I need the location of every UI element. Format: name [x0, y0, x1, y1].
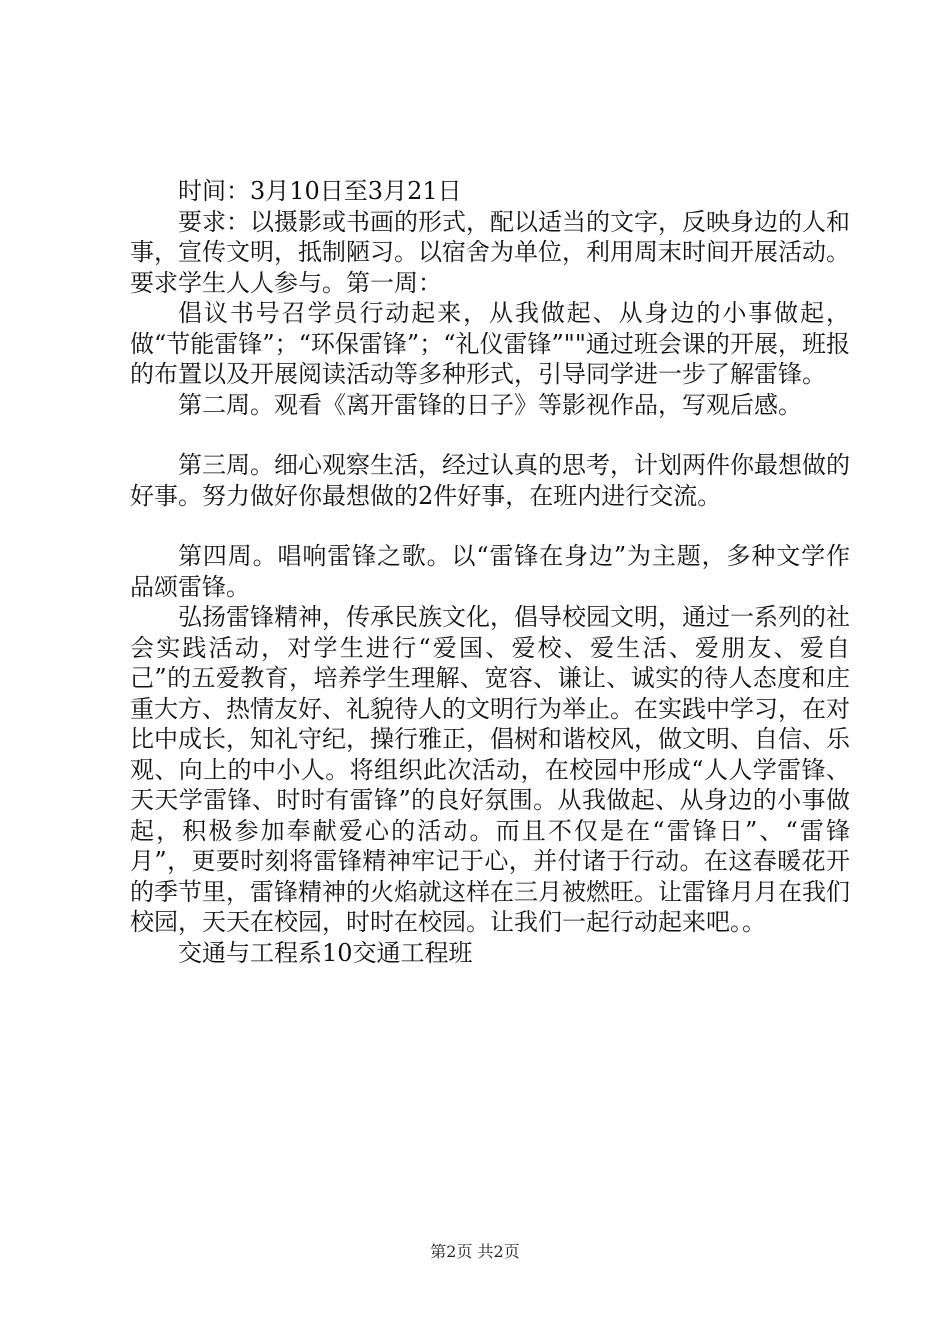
document-body	[130, 176, 850, 968]
paragraph-week-four: 第四周。唱响雷锋之歌。以“雷锋在身边”为主题，多种文学作品颂雷锋。	[130, 542, 850, 601]
paragraph-week-two: 第二周。观看《离开雷锋的日子》等影视作品，写观后感。	[178, 390, 802, 419]
page-number-footer: 第2页 共2页	[430, 1242, 520, 1261]
paragraph-spacer	[130, 511, 850, 541]
paragraph-summary: 弘扬雷锋精神，传承民族文化，倡导校园文明，通过一系列的社会实践活动，对学生进行“爱国、爱校、爱生活、爱朋友、爱自己”的五爱教育，培养学生理解、宽容、谦让、诚实的待人态度和庄重大方、热情友好、礼貌待人的文明行为举止。在实践中学习，在对比中成长，知礼守纪，操行雅正，倡树和谐校风，做文明、自信、乐观、向上的中小人。将组织此次活动，在校园中形成“人人学雷锋、天天学雷锋、时时有雷锋”的良好氛围。从我做起、从身边的小事做起，积极参加奉献爱心的活动。而且不仅是在“雷锋日”、“雷锋月”，更要时刻将雷锋精神牢记于心，并付诸于行动。在这春暖花开的季节里，雷锋精神的火焰就这样在三月被燃旺。让雷锋月月在我们校园，天天在校园，时时在校园。让我们一起行动起来吧。。	[130, 603, 850, 936]
paragraph-requirements: 要求：以摄影或书画的形式，配以适当的文字，反映身边的人和事，宣传文明，抵制陋习。以宿舍为单位，利用周末时间开展活动。要求学生人人参与。第一周：	[130, 207, 850, 297]
paragraph-time: 时间：3月10日至3月21日	[178, 177, 462, 205]
paragraph-week-one: 倡议书号召学员行动起来，从我做起、从身边的小事做起，做“节能雷锋”；“环保雷锋”；“礼仪雷锋”""通过班会课的开展，班报的布置以及开展阅读活动等多种形式，引导同学进一步了解雷锋。	[130, 299, 850, 388]
paragraph-spacer	[130, 420, 850, 450]
paragraph-signature: 交通与工程系10交通工程班	[178, 938, 473, 967]
paragraph-week-three: 第三周。细心观察生活，经过认真的思考，计划两件你最想做的好事。努力做好你最想做的2件好事，在班内进行交流。	[130, 451, 850, 510]
